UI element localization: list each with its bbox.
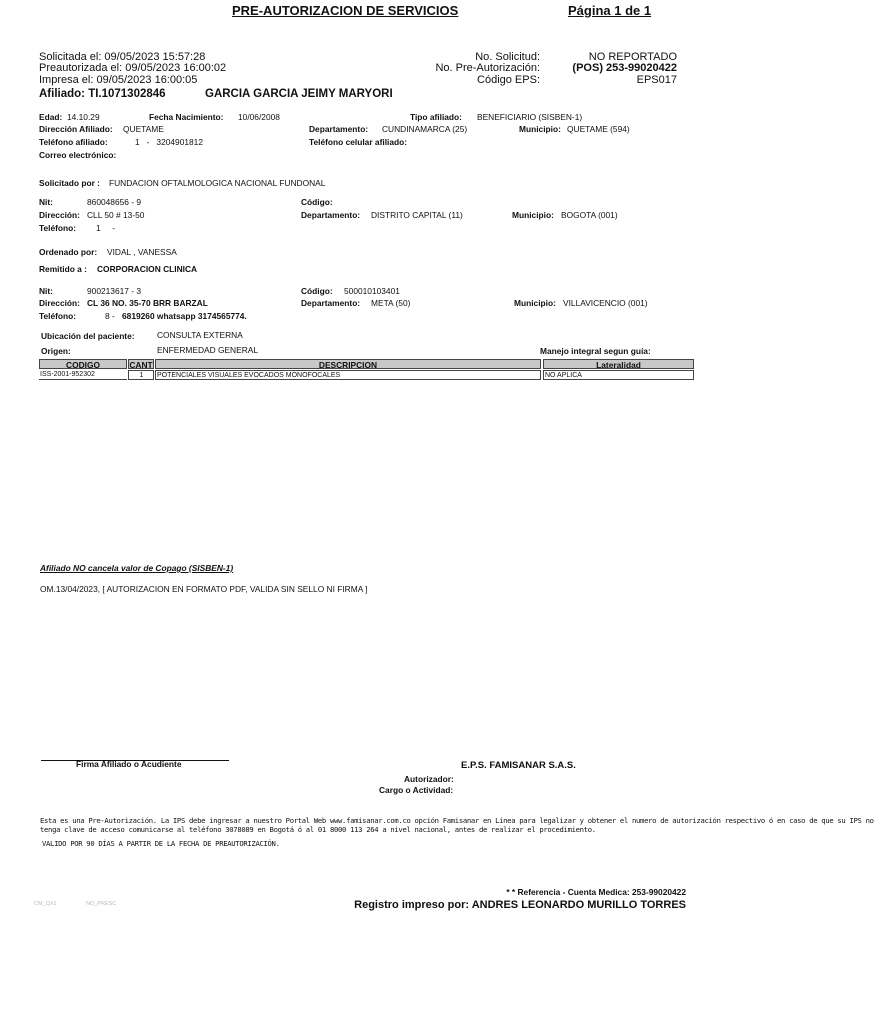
firma-label: Firma Afiliado o Acudiente (76, 759, 182, 769)
origen-value: ENFERMEDAD GENERAL (157, 345, 258, 355)
solicitado-value: FUNDACION OFTALMOLOGICA NACIONAL FUNDONAL (109, 178, 326, 188)
fecha-nacimiento-label: Fecha Nacimiento: (149, 112, 224, 122)
remitido-telefono-value: 6819260 whatsapp 3174565774. (122, 311, 247, 321)
table-header-cant: CANT (129, 360, 153, 370)
solicitada-date: Solicitada el: 09/05/2023 15:57:28 (39, 51, 206, 63)
solicitado-departamento-label: Departamento: (301, 210, 361, 220)
ordenado-label: Ordenado por: (39, 247, 98, 257)
remitido-municipio-value: VILLAVICENCIO (001) (563, 298, 648, 308)
solicitado-municipio-label: Municipio: (512, 210, 554, 220)
remitido-municipio-label: Municipio: (514, 298, 556, 308)
edad-value: 14.10.29 (67, 112, 100, 122)
referencia-cuenta: * * Referencia - Cuenta Medica: 253-99020422 (506, 887, 686, 897)
origen-label: Origen: (41, 346, 71, 356)
correo-label: Correo electrónico: (39, 150, 117, 160)
remitido-nit-value: 900213617 - 3 (87, 286, 142, 296)
telefono-afiliado-label: Teléfono afiliado: (39, 137, 108, 147)
eps-name: E.P.S. FAMISANAR S.A.S. (461, 760, 576, 771)
no-solicitud-label: No. Solicitud: (475, 51, 540, 63)
remitido-value: CORPORACION CLINICA (97, 264, 198, 274)
edad-label: Edad: (39, 112, 63, 122)
departamento-afiliado-label: Departamento: (309, 124, 369, 134)
no-preautorizacion-label: No. Pre-Autorización: (435, 62, 540, 74)
afiliado-name: GARCIA GARCIA JEIMY MARYORI (205, 88, 393, 100)
solicitado-departamento-value: DISTRITO CAPITAL (11) (371, 210, 463, 220)
cargo-label: Cargo o Actividad: (379, 785, 454, 795)
direccion-afiliado-label: Dirección Afiliado: (39, 124, 113, 134)
afiliado-id: Afiliado: TI.1071302846 (39, 88, 166, 100)
cell-lateralidad: NO APLICA (543, 370, 694, 380)
registro-impreso: Registro impreso por: ANDRES LEONARDO MURILLO TORRES (354, 899, 686, 911)
page-number: Página 1 de 1 (568, 3, 652, 18)
table-header-codigo: CODIGO (39, 359, 127, 369)
ubicacion-label: Ubicación del paciente: (41, 331, 135, 341)
solicitado-telefono-label: Teléfono: (39, 223, 77, 233)
observacion-note: OM.13/04/2023, [ AUTORIZACION EN FORMATO PDF, VALIDA SIN SELLO NI FIRMA ] (40, 584, 368, 594)
impresa-date: Impresa el: 09/05/2023 16:00:05 (39, 74, 198, 86)
codigo-eps-label: Código EPS: (477, 74, 540, 86)
remitido-codigo-label: Código: (301, 286, 333, 296)
legal-line-1: Esta es una Pre-Autorización. La IPS debe ingresar a nuestro Portal Web www.famisanar.com.co opción Famisanar en Línea para legalizar y obtener el numero de autorización respectivo ó en caso de que su IPS no (40, 816, 874, 825)
table-header-lateralidad: Lateralidad (543, 359, 694, 369)
ubicacion-value: CONSULTA EXTERNA (157, 330, 243, 340)
departamento-afiliado-value: CUNDINAMARCA (25) (382, 124, 468, 134)
solicitado-direccion-value: CLL 50 # 13-50 (87, 210, 145, 220)
table-header-descripcion: DESCRIPCION (155, 359, 541, 369)
legal-line-2: tenga clave de acceso comunicarse al teléfono 3078089 en Bogotá ó al 01 8000 113 264 a nivel nacional, antes de realizar el procedimiento. (40, 825, 596, 834)
manejo-integral-label: Manejo integral segun guía: (540, 346, 651, 356)
solicitado-municipio-value: BOGOTA (001) (561, 210, 618, 220)
municipio-afiliado-value: QUETAME (594) (567, 124, 630, 134)
solicitado-telefono-value: 1 - (96, 223, 116, 233)
remitido-direccion-label: Dirección: (39, 298, 80, 308)
no-solicitud-value: NO REPORTADO (588, 51, 677, 63)
cell-codigo: ISS-2001-952302 (39, 370, 127, 380)
tipo-afiliado-label: Tipo afiliado: (410, 112, 462, 122)
ghost-code-left: CM_QX1 (34, 901, 57, 907)
solicitado-label: Solicitado por : (39, 178, 100, 188)
tipo-afiliado-value: BENEFICIARIO (SISBEN-1) (477, 112, 583, 122)
remitido-telefono-prefix: 8 - (105, 311, 115, 321)
preautorizada-date: Preautorizada el: 09/05/2023 16:00:02 (39, 62, 227, 74)
solicitado-direccion-label: Dirección: (39, 210, 80, 220)
telefono-celular-label: Teléfono celular afiliado: (309, 137, 408, 147)
validity-note: VALIDO POR 90 DÍAS A PARTIR DE LA FECHA DE PREAUTORIZACIÓN. (42, 839, 280, 848)
cell-cant: 1 (128, 370, 154, 380)
solicitado-nit-value: 860048656 - 9 (87, 197, 142, 207)
solicitado-nit-label: Nit: (39, 197, 53, 207)
page-title: PRE-AUTORIZACION DE SERVICIOS (232, 3, 459, 18)
remitido-codigo-value: 500010103401 (344, 286, 400, 296)
ordenado-value: VIDAL , VANESSA (107, 247, 177, 257)
autorizador-label: Autorizador: (404, 774, 454, 784)
remitido-direccion-value: CL 36 NO. 35-70 BRR BARZAL (87, 298, 208, 308)
direccion-afiliado-value: QUETAME (123, 124, 164, 134)
remitido-nit-label: Nit: (39, 286, 53, 296)
ghost-code-mid: NO_PRESC (86, 901, 117, 907)
solicitado-codigo-label: Código: (301, 197, 333, 207)
no-preautorizacion-value: (POS) 253-99020422 (572, 62, 677, 74)
codigo-eps-value: EPS017 (636, 74, 677, 86)
remitido-label: Remitido a : (39, 264, 87, 274)
remitido-departamento-label: Departamento: (301, 298, 361, 308)
telefono-afiliado-value: 1 - 3204901812 (135, 137, 203, 147)
fecha-nacimiento-value: 10/06/2008 (238, 112, 280, 122)
remitido-telefono-label: Teléfono: (39, 311, 77, 321)
municipio-afiliado-label: Municipio: (519, 124, 561, 134)
copago-note: Afiliado NO cancela valor de Copago (SISBEN-1) (40, 563, 234, 573)
remitido-departamento-value: META (50) (371, 298, 411, 308)
cell-descripcion: POTENCIALES VISUALES EVOCADOS MONOFOCALES (155, 370, 541, 380)
